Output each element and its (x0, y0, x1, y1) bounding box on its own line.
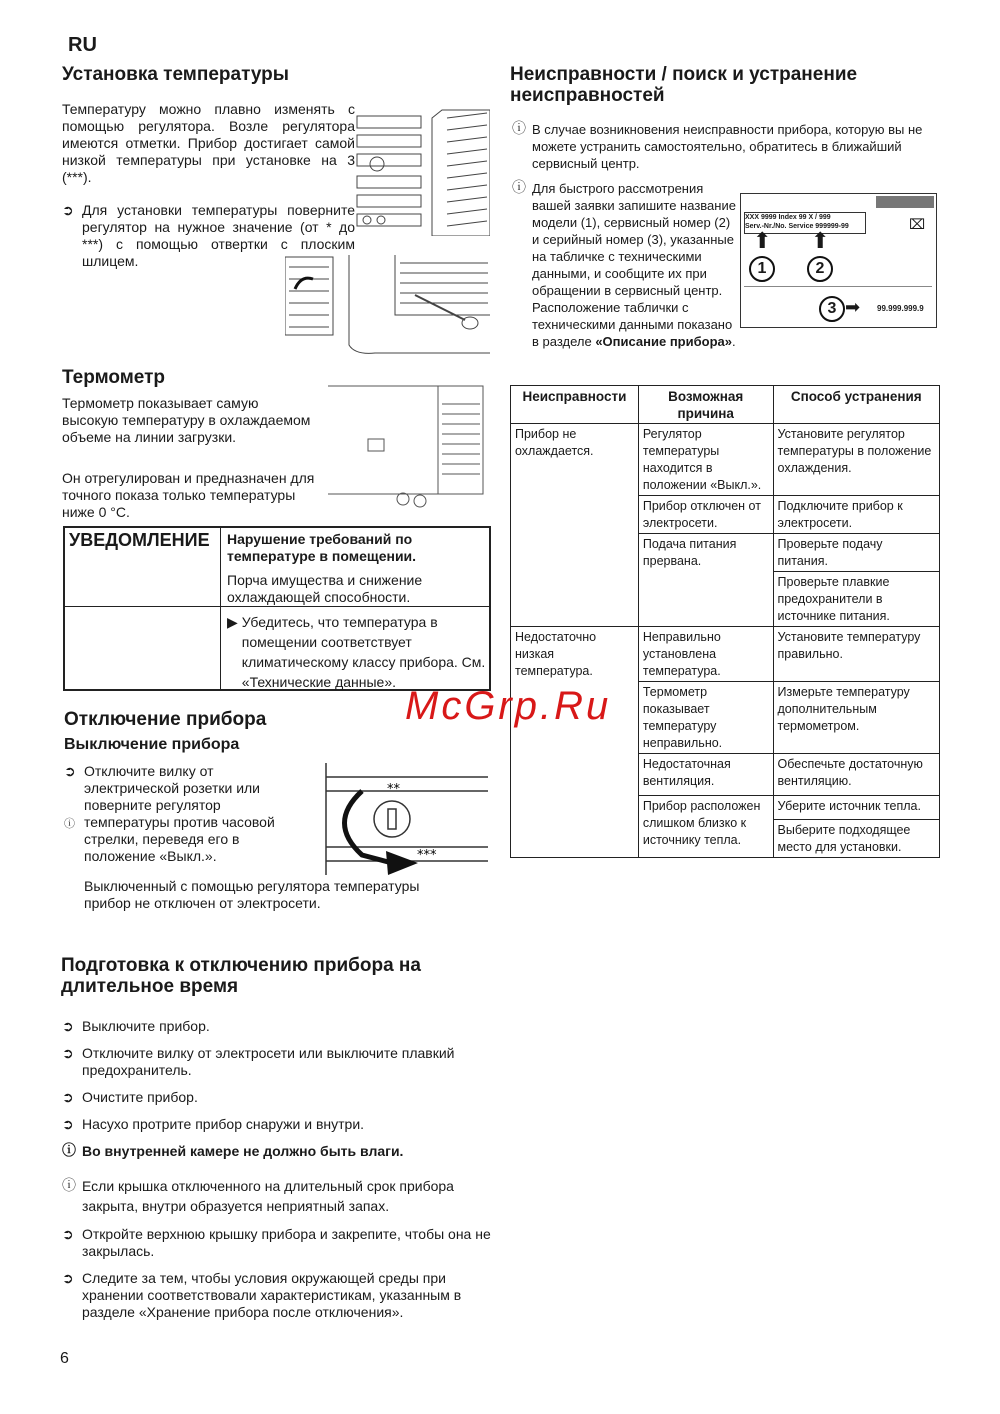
info-text: В случае возникновения неисправности прибора, которую вы не можете устранить самостоятельно, обратитесь в ближайший сервисный центр. (532, 122, 923, 171)
list-item-text: Насухо протрите прибор снаружи и внутри. (82, 1116, 365, 1132)
list-item (62, 1018, 492, 1035)
cause-cell: Прибор отключен от электросети. (638, 496, 773, 534)
cause-cell: Недостаточная вентиляция. (638, 754, 773, 796)
long-term-list (62, 1018, 492, 1321)
info-text-main: Для быстрого рассмотрения вашей заявки запишите название модели (1), сервисный номер (2) и серийный номер (3), указанные на табличке с техническими данными, и сообщите их при обращении в сервисный центр. Расположение таблички с техническими данными показано в разделе (532, 181, 736, 349)
play-arrow-icon: ▶ (227, 614, 238, 630)
screwdriver-illustration (285, 255, 490, 357)
list-item (62, 1045, 492, 1079)
notice-heading: Нарушение требований по температуре в помещении. (227, 531, 417, 564)
arrow-bullet-icon: ➲ (62, 1089, 74, 1105)
section-title-thermometer: Термометр (62, 367, 166, 388)
table-header-row (511, 386, 940, 424)
cause-cell: Прибор расположен слишком близко к источнику тепла. (638, 796, 773, 858)
arrow-bullet-icon: ➲ (62, 1116, 74, 1132)
problem-cell: Недостаточно низкая температура. (511, 627, 639, 858)
remedy-cell: Измерьте температуру дополнительным термометром. (773, 682, 939, 754)
problem-cell: Прибор не охлаждается. (511, 424, 639, 627)
info-icon: ⓘ (512, 180, 526, 196)
list-item (62, 1143, 492, 1160)
section-title-long-term: Подготовка к отключению прибора на длительное время (61, 955, 421, 997)
notice-consequence: Порча имущества и снижение охлаждающей способности. (227, 572, 423, 605)
remedy-cell: Выберите подходящее место для установки. (773, 820, 939, 858)
remedy-cell: Установите температуру правильно. (773, 627, 939, 682)
remedy-cell: Установите регулятор температуры в положение охлаждения. (773, 424, 939, 496)
thermometer-text-1: Термометр показывает самую высокую температуру в охлаждаемом объеме на линии загрузки. (62, 395, 311, 445)
list-item-text: Во внутренней камере не должно быть влаги. (82, 1143, 404, 1159)
info-text-end: . (731, 334, 736, 349)
section-title-troubleshooting: Неисправности / поиск и устранение неисправностей (510, 64, 858, 106)
plate-barcode (876, 196, 934, 208)
list-item-text: Выключите прибор. (82, 1018, 210, 1034)
page-number: 6 (60, 1350, 69, 1367)
remedy-cell: Проверьте подачу питания. (773, 534, 939, 572)
plate-service: Serv.-Nr./No. Service 999999-99 (745, 223, 849, 230)
list-item (62, 1089, 492, 1106)
arrow-bullet-icon: ➲ (62, 202, 74, 218)
info-icon: ⓘ (62, 1143, 76, 1159)
list-item-text: Отключите вилку от электросети или выключите плавкий предохранитель. (82, 1045, 455, 1078)
control-panel-illustration (355, 108, 490, 236)
arrow-up-icon: ⬆ (753, 228, 772, 253)
remedy-cell: Подключите прибор к электросети. (773, 496, 939, 534)
section-title-temp-setting: Установка температуры (62, 64, 289, 85)
column-header: Возможная причина (638, 386, 773, 424)
callout-3: 3 (819, 296, 845, 322)
list-item-text: Откройте верхнюю крышку прибора и закрепите, чтобы она не закрылась. (82, 1226, 491, 1259)
list-item (62, 1176, 492, 1216)
cause-cell: Регулятор температуры находится в положении «Выкл.». (638, 424, 773, 496)
arrow-bullet-icon: ➲ (62, 1226, 74, 1242)
dial-mark-3: *** (417, 848, 437, 863)
thermometer-text-2: Он отрегулирован и предназначен для точного показа только температуры ниже 0 °C. (62, 470, 315, 520)
list-item (62, 1226, 492, 1260)
thermometer-illustration (328, 384, 488, 512)
remedy-cell: Проверьте плавкие предохранители в источнике питания. (773, 572, 939, 627)
arrow-up-icon: ⬆ (811, 228, 830, 253)
info-icon: ⓘ (62, 1178, 76, 1194)
switch-off-step (64, 763, 304, 865)
rating-plate-illustration (740, 193, 937, 328)
callout-1: 1 (749, 256, 775, 282)
remedy-cell: Уберите источник тепла. (773, 796, 939, 820)
info-text (532, 180, 740, 350)
cause-cell: Неправильно установлена температура. (638, 627, 773, 682)
notice-box (63, 526, 491, 691)
notice-label-column (65, 528, 221, 689)
info-icon: ⓘ (512, 121, 526, 137)
subsection-title-switch-off: Выключение прибора (64, 736, 240, 753)
arrow-bullet-icon: ➲ (62, 1045, 74, 1061)
arrow-right-icon: ➡ (845, 297, 861, 317)
section-title-switch-off: Отключение прибора (64, 709, 267, 730)
table-row (511, 627, 940, 682)
weee-bin-icon: ⌧ (909, 216, 926, 232)
info-rating-plate (512, 180, 740, 350)
notice-divider (65, 606, 489, 607)
step-text: Для установки температуры поверните регулятор на нужное значение (от * до ***) с помощью отвертки с плоским шлицем. (82, 202, 355, 269)
temp-setting-text: Температуру можно плавно изменять с помощью регулятора. Возле регулятора имеются отметки. Прибор достигает самой низкой температуры при установке на 3 (***). (62, 101, 355, 185)
list-item (62, 1116, 492, 1133)
notice-action (227, 612, 487, 692)
step-text: Отключите вилку от электрической розетки или поверните регулятор температуры против часовой стрелки, переведя его в положение «Выкл.». (84, 763, 275, 864)
switch-off-note: Выключенный с помощью регулятора температуры прибор не отключен от электросети. (84, 878, 420, 911)
language-label: RU (68, 34, 97, 56)
plate-index: Index 99 X / 999 (778, 214, 831, 221)
info-service-center (512, 121, 940, 172)
cause-cell: Подача питания прервана. (638, 534, 773, 627)
dial-off-illustration (322, 763, 488, 879)
dial-mark-2: ** (387, 782, 400, 797)
arrow-bullet-icon: ➲ (62, 1270, 74, 1286)
column-header: Неисправности (511, 386, 639, 424)
device-description-link[interactable]: «Описание прибора» (595, 334, 732, 349)
arrow-bullet-icon: ➲ ⓘ (64, 763, 76, 830)
notice-action-text: Убедитесь, что температура в помещении соответствует климатическому классу прибора. См. «Технические данные». (241, 614, 486, 690)
list-item-text: Если крышка отключенного на длительный срок прибора закрыта, внутри образуется неприятный запах. (82, 1178, 454, 1214)
troubleshooting-table (510, 385, 940, 858)
plate-divider (744, 286, 932, 287)
callout-2: 2 (807, 256, 833, 282)
cause-cell: Термометр показывает температуру неправильно. (638, 682, 773, 754)
list-item (62, 1270, 492, 1321)
list-item-text: Очистите прибор. (82, 1089, 198, 1105)
notice-label: УВЕДОМЛЕНИЕ (69, 530, 210, 550)
remedy-cell: Обеспечьте достаточную вентиляцию. (773, 754, 939, 796)
table-row (511, 424, 940, 496)
arrow-bullet-icon: ➲ (62, 1018, 74, 1034)
watermark: McGrp.Ru (405, 684, 612, 728)
plate-model: XXX 9999 (745, 214, 777, 221)
list-item-text: Следите за тем, чтобы условия окружающей среды при хранении соответствовали характеристикам, указанным в разделе «Хранение прибора после отключения». (82, 1270, 462, 1320)
plate-serial: 99.999.999.9 (877, 304, 924, 313)
column-header: Способ устранения (773, 386, 939, 424)
